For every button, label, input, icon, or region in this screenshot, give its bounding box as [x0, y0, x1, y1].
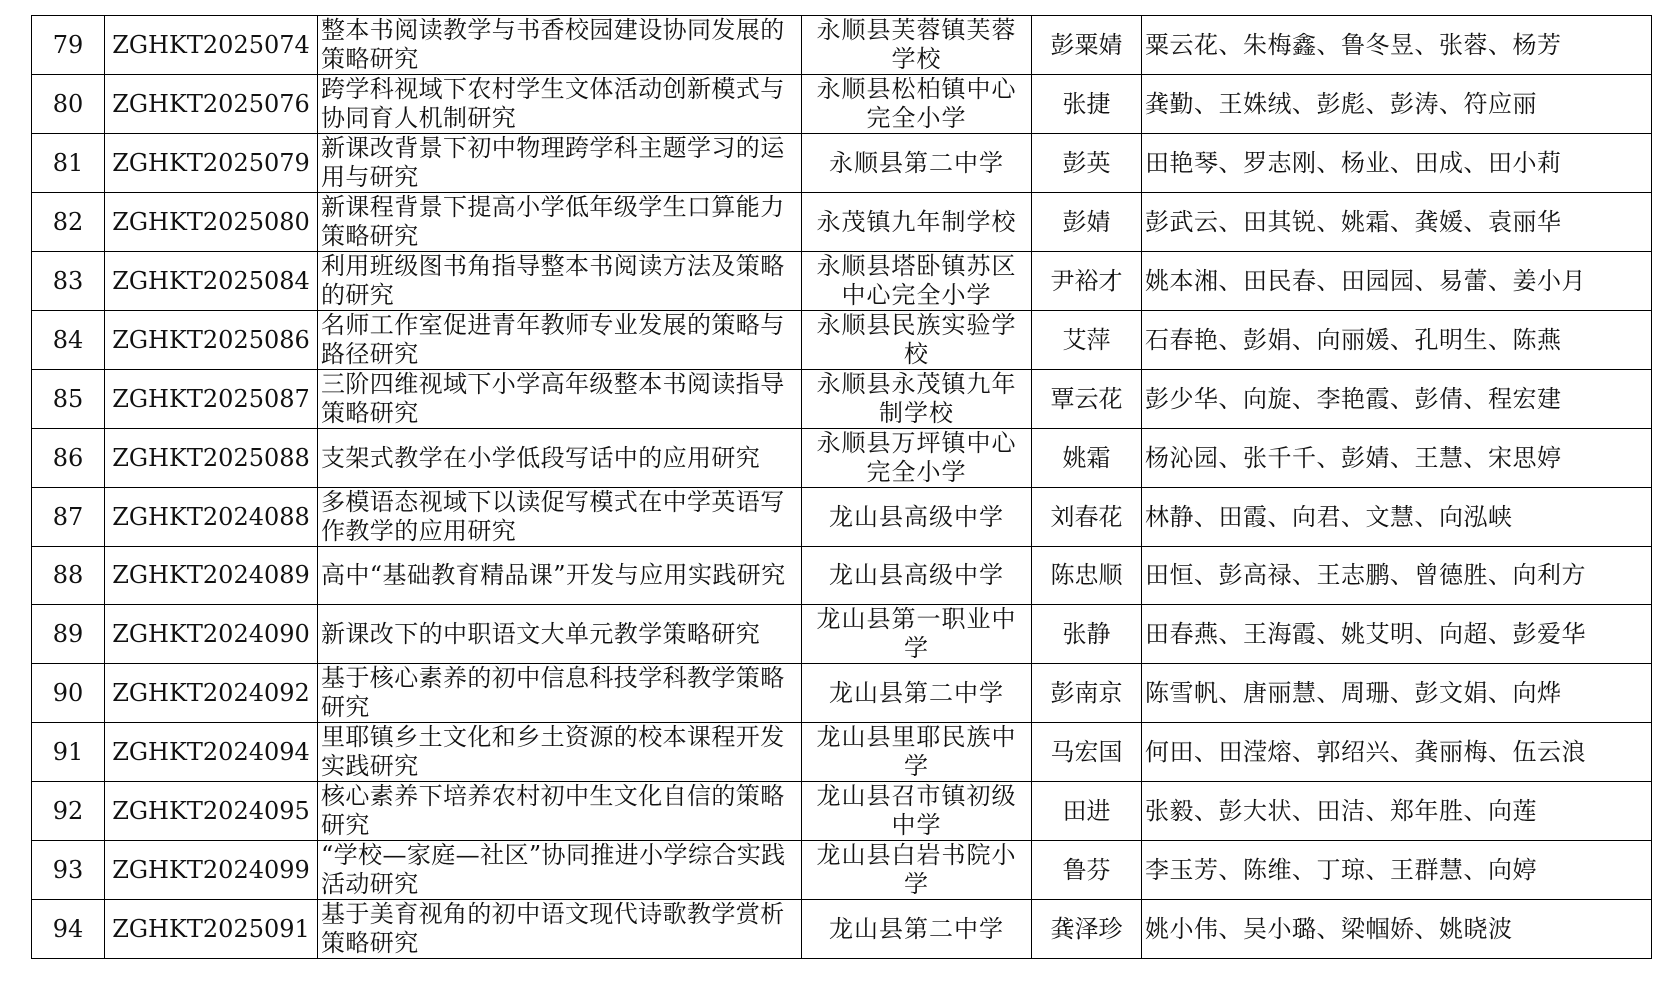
project-host: 覃云花: [1032, 370, 1142, 429]
row-number: 81: [32, 134, 105, 193]
table-row: [32, 723, 1652, 782]
table-row: [32, 429, 1652, 488]
team-members: 彭武云、田其锐、姚霜、龚媛、袁丽华: [1142, 193, 1652, 252]
project-host: 姚霜: [1032, 429, 1142, 488]
project-title: 利用班级图书角指导整本书阅读方法及策略的研究: [318, 252, 802, 311]
project-code: ZGHKT2025088: [105, 429, 318, 488]
school-unit: 永茂镇九年制学校: [802, 193, 1032, 252]
project-code: ZGHKT2024099: [105, 841, 318, 900]
table-body: [32, 16, 1652, 959]
table-row: [32, 311, 1652, 370]
project-host: 尹裕才: [1032, 252, 1142, 311]
project-code: ZGHKT2024092: [105, 664, 318, 723]
team-members: 姚小伟、吴小璐、梁帼娇、姚晓波: [1142, 900, 1652, 959]
project-host: 龚泽珍: [1032, 900, 1142, 959]
school-unit: 永顺县民族实验学校: [802, 311, 1032, 370]
row-number: 93: [32, 841, 105, 900]
team-members: 龚勤、王姝绒、彭彪、彭涛、符应丽: [1142, 75, 1652, 134]
project-host: 艾萍: [1032, 311, 1142, 370]
school-unit: 永顺县万坪镇中心完全小学: [802, 429, 1032, 488]
project-title: 基于核心素养的初中信息科技学科教学策略研究: [318, 664, 802, 723]
school-unit: 永顺县永茂镇九年制学校: [802, 370, 1032, 429]
team-members: 彭少华、向旋、李艳霞、彭倩、程宏建: [1142, 370, 1652, 429]
table-row: [32, 75, 1652, 134]
project-code: ZGHKT2025086: [105, 311, 318, 370]
team-members: 李玉芳、陈维、丁琼、王群慧、向婷: [1142, 841, 1652, 900]
table-row: [32, 193, 1652, 252]
row-number: 83: [32, 252, 105, 311]
school-unit: 龙山县召市镇初级中学: [802, 782, 1032, 841]
table-row: [32, 16, 1652, 75]
project-title: 三阶四维视域下小学高年级整本书阅读指导策略研究: [318, 370, 802, 429]
project-title: 新课改背景下初中物理跨学科主题学习的运用与研究: [318, 134, 802, 193]
project-title: 跨学科视域下农村学生文体活动创新模式与协同育人机制研究: [318, 75, 802, 134]
row-number: 86: [32, 429, 105, 488]
project-table: [31, 15, 1652, 959]
team-members: 田艳琴、罗志刚、杨业、田成、田小莉: [1142, 134, 1652, 193]
project-host: 田进: [1032, 782, 1142, 841]
project-title: 新课改下的中职语文大单元教学策略研究: [318, 605, 802, 664]
school-unit: 龙山县高级中学: [802, 547, 1032, 605]
team-members: 田春燕、王海霞、姚艾明、向超、彭爱华: [1142, 605, 1652, 664]
table-row: [32, 547, 1652, 605]
table-row: [32, 900, 1652, 959]
team-members: 陈雪帆、唐丽慧、周珊、彭文娟、向烨: [1142, 664, 1652, 723]
project-code: ZGHKT2024090: [105, 605, 318, 664]
team-members: 张毅、彭大状、田洁、郑年胜、向莲: [1142, 782, 1652, 841]
project-title: “学校—家庭—社区”协同推进小学综合实践活动研究: [318, 841, 802, 900]
table-row: [32, 841, 1652, 900]
project-host: 张捷: [1032, 75, 1142, 134]
row-number: 92: [32, 782, 105, 841]
project-host: 彭婧: [1032, 193, 1142, 252]
table-row: [32, 782, 1652, 841]
team-members: 粟云花、朱梅鑫、鲁冬昱、张蓉、杨芳: [1142, 16, 1652, 75]
school-unit: 龙山县第二中学: [802, 664, 1032, 723]
team-members: 姚本湘、田民春、田园园、易蕾、姜小月: [1142, 252, 1652, 311]
table-row: [32, 134, 1652, 193]
table-row: [32, 370, 1652, 429]
project-host: 张静: [1032, 605, 1142, 664]
table-row: [32, 252, 1652, 311]
project-code: ZGHKT2024094: [105, 723, 318, 782]
project-code: ZGHKT2025091: [105, 900, 318, 959]
school-unit: 龙山县里耶民族中学: [802, 723, 1032, 782]
project-title: 多模语态视域下以读促写模式在中学英语写作教学的应用研究: [318, 488, 802, 547]
project-host: 彭粟婧: [1032, 16, 1142, 75]
project-host: 刘春花: [1032, 488, 1142, 547]
team-members: 杨沁园、张千千、彭婧、王慧、宋思婷: [1142, 429, 1652, 488]
team-members: 田恒、彭高禄、王志鹏、曾德胜、向利方: [1142, 547, 1652, 605]
project-code: ZGHKT2025087: [105, 370, 318, 429]
row-number: 79: [32, 16, 105, 75]
project-code: ZGHKT2025076: [105, 75, 318, 134]
project-title: 支架式教学在小学低段写话中的应用研究: [318, 429, 802, 488]
project-code: ZGHKT2025074: [105, 16, 318, 75]
team-members: 何田、田滢熔、郭绍兴、龚丽梅、伍云浪: [1142, 723, 1652, 782]
project-code: ZGHKT2024095: [105, 782, 318, 841]
project-title: 高中“基础教育精品课”开发与应用实践研究: [318, 547, 802, 605]
row-number: 87: [32, 488, 105, 547]
project-title: 名师工作室促进青年教师专业发展的策略与路径研究: [318, 311, 802, 370]
table-row: [32, 664, 1652, 723]
school-unit: 龙山县高级中学: [802, 488, 1032, 547]
project-title: 基于美育视角的初中语文现代诗歌教学赏析策略研究: [318, 900, 802, 959]
project-code: ZGHKT2024089: [105, 547, 318, 605]
school-unit: 永顺县塔卧镇苏区中心完全小学: [802, 252, 1032, 311]
school-unit: 永顺县第二中学: [802, 134, 1032, 193]
team-members: 林静、田霞、向君、文慧、向泓峡: [1142, 488, 1652, 547]
row-number: 82: [32, 193, 105, 252]
row-number: 94: [32, 900, 105, 959]
row-number: 91: [32, 723, 105, 782]
project-title: 整本书阅读教学与书香校园建设协同发展的策略研究: [318, 16, 802, 75]
row-number: 80: [32, 75, 105, 134]
school-unit: 龙山县白岩书院小学: [802, 841, 1032, 900]
school-unit: 永顺县芙蓉镇芙蓉学校: [802, 16, 1032, 75]
project-title: 里耶镇乡土文化和乡土资源的校本课程开发实践研究: [318, 723, 802, 782]
project-code: ZGHKT2025084: [105, 252, 318, 311]
school-unit: 龙山县第二中学: [802, 900, 1032, 959]
project-host: 陈忠顺: [1032, 547, 1142, 605]
school-unit: 永顺县松柏镇中心完全小学: [802, 75, 1032, 134]
school-unit: 龙山县第一职业中学: [802, 605, 1032, 664]
table-row: [32, 488, 1652, 547]
project-host: 鲁芬: [1032, 841, 1142, 900]
row-number: 85: [32, 370, 105, 429]
table-row: [32, 605, 1652, 664]
row-number: 89: [32, 605, 105, 664]
row-number: 88: [32, 547, 105, 605]
project-code: ZGHKT2025079: [105, 134, 318, 193]
project-host: 马宏国: [1032, 723, 1142, 782]
project-title: 新课程背景下提高小学低年级学生口算能力策略研究: [318, 193, 802, 252]
row-number: 90: [32, 664, 105, 723]
team-members: 石春艳、彭娟、向丽媛、孔明生、陈燕: [1142, 311, 1652, 370]
project-code: ZGHKT2025080: [105, 193, 318, 252]
project-code: ZGHKT2024088: [105, 488, 318, 547]
project-title: 核心素养下培养农村初中生文化自信的策略研究: [318, 782, 802, 841]
row-number: 84: [32, 311, 105, 370]
project-host: 彭南京: [1032, 664, 1142, 723]
project-host: 彭英: [1032, 134, 1142, 193]
